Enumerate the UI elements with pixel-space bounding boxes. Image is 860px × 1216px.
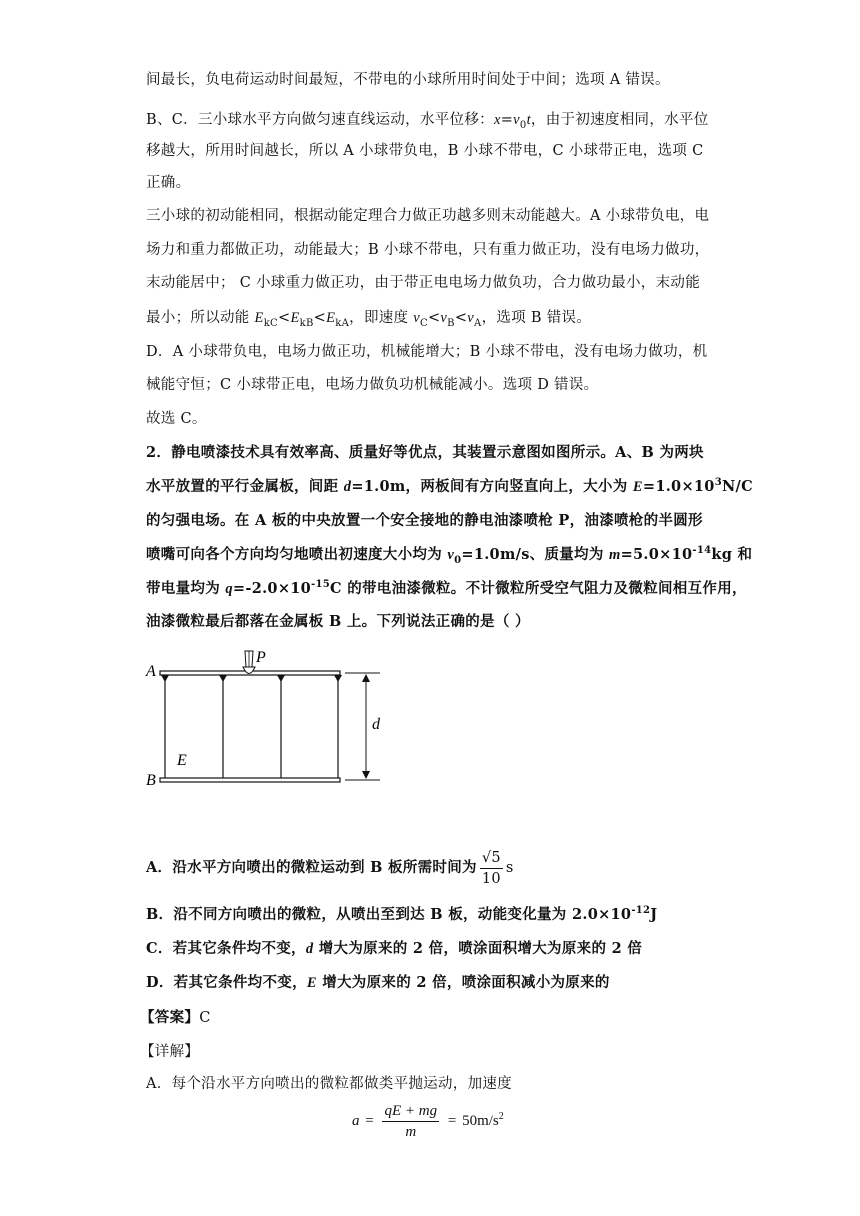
label-p: P xyxy=(256,649,266,666)
answer-line: 【答案】C xyxy=(140,1009,211,1026)
para4-line2: 械能守恒；C 小球带正电，电场力做负功机械能减小。选项 D 错误。 xyxy=(146,377,599,393)
para4-line1: D．A 小球带负电，电场力做正功，机械能增大；B 小球不带电，没有电场力做功，机 xyxy=(146,344,708,360)
para3-line3: 末动能居中； C 小球重力做正功，由于带正电电场力做负功，合力做功最小，末动能 xyxy=(146,275,701,291)
label-b: B xyxy=(146,772,156,789)
arrow-mark xyxy=(219,675,227,682)
detail-line-a: A．每个沿水平方向喷出的微粒都做类平抛运动，加速度 xyxy=(146,1076,512,1092)
arrow-mark xyxy=(161,675,169,682)
para2-line1: B、C．三小球水平方向做匀速直线运动，水平位移：$x=v_0t$，由于初速度相同，水平位 xyxy=(146,112,709,131)
para1-line1: 间最长，负电荷运动时间最短，不带电的小球所用时间处于中间；选项 A 错误。 xyxy=(146,72,670,88)
arrow-mark xyxy=(334,675,342,682)
arrow-mark xyxy=(277,675,285,682)
q2-line4: 喷嘴可向各个方向均匀地喷出初速度大小均为 $v_0=1.0m/s$、质量均为 $m=5.0\times 10^{-14}kg$ 和 xyxy=(146,545,753,566)
para2-line2: 移越大，所用时间越长，所以 A 小球带负电，B 小球不带电，C 小球带正电，选项 C xyxy=(146,143,704,159)
spray-apparatus-figure xyxy=(140,645,400,795)
label-e: E xyxy=(177,752,187,769)
q2-line1: 2．静电喷漆技术具有效率高、质量好等优点，其装置示意图如图所示。A、B 为两块 xyxy=(146,444,704,461)
option-c: C．若其它条件均不变，d 增大为原来的 2 倍，喷涂面积增大为原来的 2 倍 xyxy=(146,940,643,957)
label-a: A xyxy=(146,663,156,680)
option-b: B．沿不同方向喷出的微粒，从喷出至到达 B 板，动能变化量为 $2.0\times 10^{-12}J$ xyxy=(146,905,658,923)
para3-line2: 场力和重力都做正功，动能最大；B 小球不带电，只有重力做正功，没有电场力做功， xyxy=(146,242,710,258)
plate-b xyxy=(160,778,340,782)
para3-line1: 三小球的初动能相同，根据动能定理合力做正功越多则末动能越大。A 小球带负电，电 xyxy=(146,208,710,224)
q2-line5: 带电量均为 $q=-2.0\times 10^{-15}C$ 的带电油漆微粒。不计微粒所受空气阻力及微粒间相互作用， xyxy=(146,579,747,597)
para2-line3: 正确。 xyxy=(146,175,191,191)
option-a: A．沿水平方向喷出的微粒运动到 B 板所需时间为 $\frac{√5}{10}$ s xyxy=(146,849,514,887)
q2-line3: 的匀强电场。在 A 板的中央放置一个安全接地的静电油漆喷枪 P，油漆喷枪的半圆形 xyxy=(146,512,703,529)
option-d: D．若其它条件均不变，E 增大为原来的 2 倍，喷涂面积减小为原来的 xyxy=(146,974,610,991)
q2-line6: 油漆微粒最后都落在金属板 B 上。下列说法正确的是（ ） xyxy=(146,613,530,630)
detail-heading: 【详解】 xyxy=(140,1044,200,1060)
acceleration-formula: a = $\frac{qE + mg}{m}$ = $50m/s^2$ xyxy=(352,1103,504,1140)
para4-line3: 故选 C。 xyxy=(146,411,207,427)
label-d: d xyxy=(372,716,380,733)
para3-line4: 最小；所以动能 $E_{kC}<E_{kB}<E_{kA}$，即速度 $v_C<v_B<v_A$，选项 B 错误。 xyxy=(146,310,592,329)
q2-line2: 水平放置的平行金属板，间距 d=1.0m，两板间有方向竖直向上，大小为 $E=1.0\times 10^3N/C$ xyxy=(146,477,753,495)
